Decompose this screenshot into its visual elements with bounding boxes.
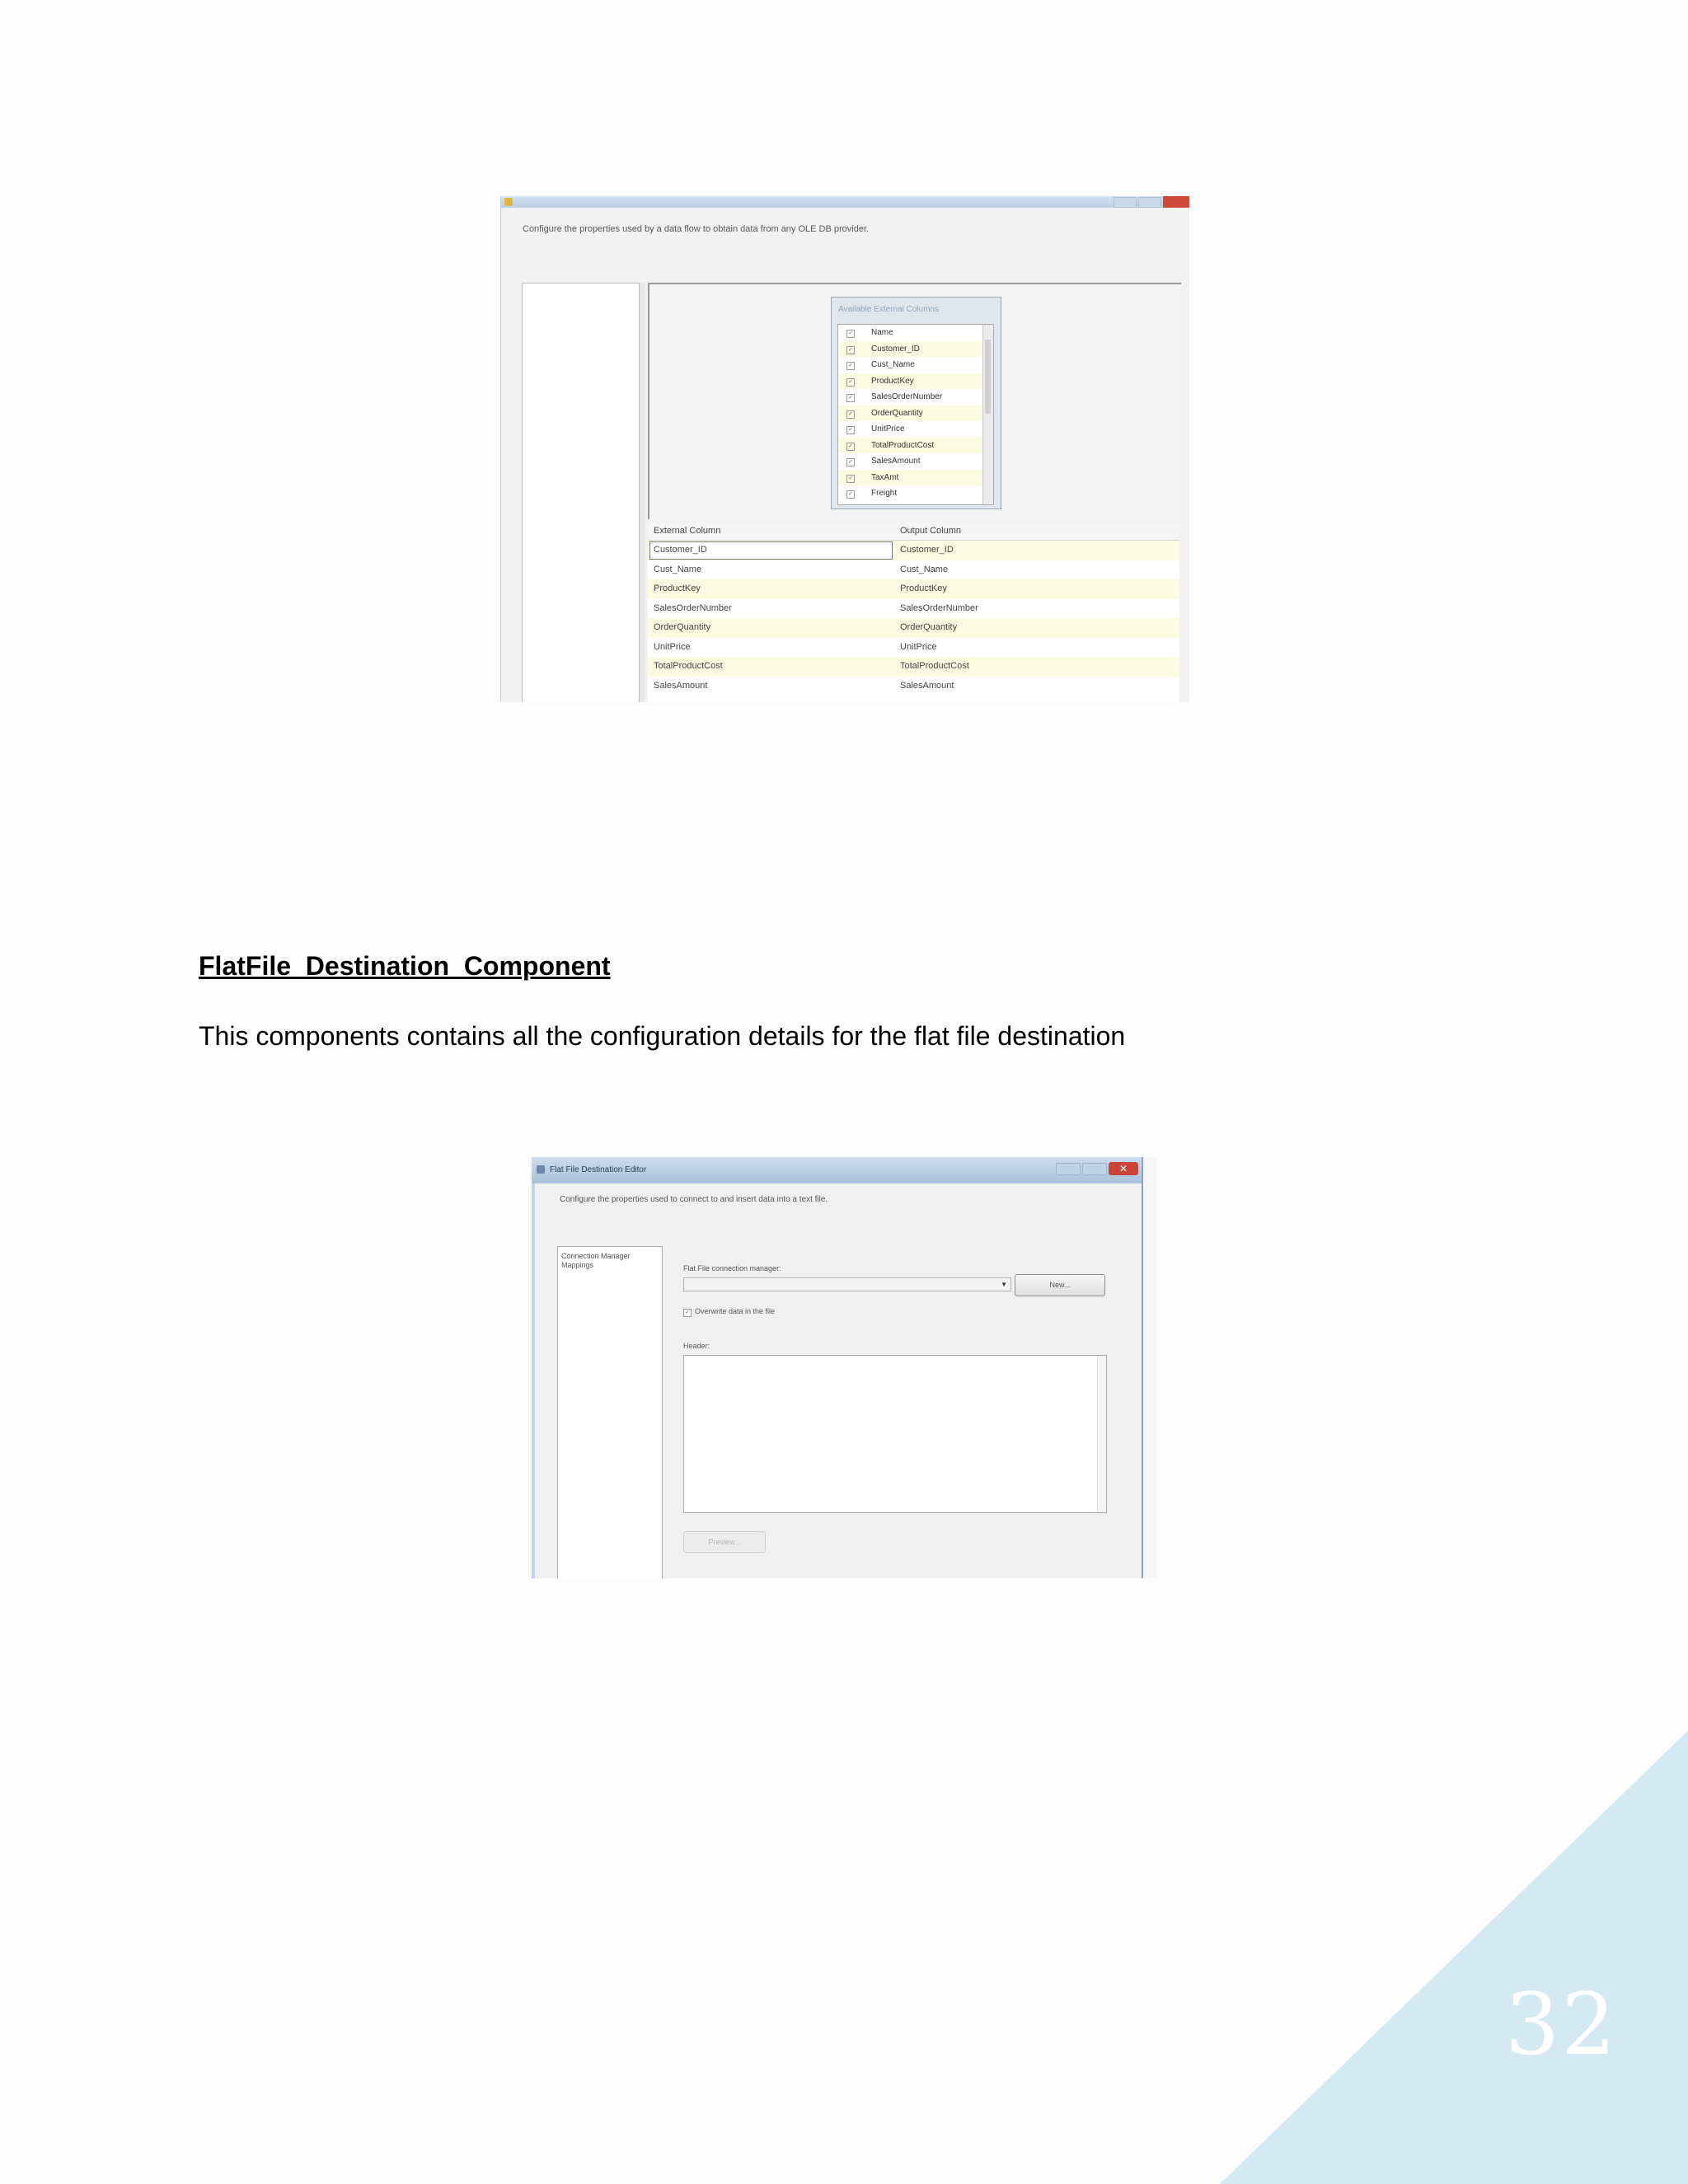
table-row[interactable]: SalesOrderNumber SalesOrderNumber	[654, 602, 978, 613]
navigation-pane[interactable]	[522, 283, 643, 702]
checkbox-icon[interactable]: ✓	[846, 378, 855, 387]
checkbox-icon[interactable]: ✓	[846, 394, 855, 402]
list-item[interactable]: ✓ SalesOrderNumber	[838, 389, 993, 405]
table-body	[648, 541, 1179, 696]
overwrite-checkbox[interactable]: ✓	[683, 1309, 692, 1317]
column-header-output: Output Column	[900, 526, 961, 536]
table-row[interactable]: UnitPrice UnitPrice	[654, 641, 937, 652]
maximize-button[interactable]	[1082, 1163, 1107, 1175]
preview-button[interactable]: Preview...	[683, 1531, 766, 1553]
ole-db-source-editor-screenshot	[500, 196, 1189, 702]
dropdown-arrow-icon[interactable]: ▼	[1001, 1281, 1007, 1288]
window-left-border	[532, 1183, 535, 1578]
navigation-pane	[557, 1246, 663, 1578]
nav-item-mappings[interactable]: Mappings	[561, 1261, 594, 1269]
list-item[interactable]: ✓ Cust_Name	[838, 357, 993, 373]
checkbox-icon[interactable]: ✓	[846, 362, 855, 370]
table-header	[648, 523, 1179, 541]
table-row[interactable]: Customer_ID Customer_ID	[648, 541, 1179, 560]
title-bar	[501, 196, 1189, 208]
available-external-columns	[831, 297, 1001, 509]
table-row[interactable]: SalesAmount SalesAmount	[654, 680, 954, 691]
close-icon[interactable]: ✕	[1109, 1162, 1138, 1175]
connection-manager-label: Flat File connection manager:	[683, 1264, 781, 1272]
list-item[interactable]: ✓ UnitPrice	[838, 421, 993, 438]
checkbox-icon[interactable]: ✓	[846, 346, 855, 354]
maximize-button[interactable]	[1138, 197, 1161, 208]
checkbox-icon[interactable]: ✓	[846, 490, 855, 499]
checkbox-icon[interactable]: ✓	[846, 458, 855, 466]
nav-item-connection-manager[interactable]: Connection Manager	[561, 1252, 631, 1260]
new-button[interactable]: New...	[1015, 1274, 1105, 1296]
list-item[interactable]: ✓ Name	[838, 325, 993, 341]
scrollbar[interactable]	[1097, 1356, 1106, 1512]
section-heading: FlatFile Destination Component	[199, 951, 611, 981]
list-item[interactable]: ✓ TaxAmt	[838, 470, 993, 486]
corner-decoration	[1220, 1731, 1688, 2184]
checkbox-icon[interactable]: ✓	[846, 475, 855, 483]
overwrite-label: Overwrite data in the file	[695, 1307, 776, 1315]
header-label: Header:	[683, 1342, 710, 1350]
page-number: 32	[1505, 1974, 1618, 2074]
checkbox-icon[interactable]: ✓	[846, 426, 855, 434]
list-item[interactable]: ✓ Freight	[838, 485, 993, 502]
corner-triangle	[1220, 1731, 1688, 2184]
header-textarea[interactable]	[683, 1355, 1107, 1513]
checkbox-icon[interactable]: ✓	[846, 443, 855, 451]
app-icon	[537, 1165, 545, 1174]
editor-description: Configure the properties used to connect to and insert data into a text file.	[560, 1195, 828, 1204]
available-columns-header: Available External Columns	[838, 305, 940, 314]
app-icon	[504, 198, 513, 206]
list-item[interactable]: ✓ OrderQuantity	[838, 405, 993, 422]
pane-splitter[interactable]	[639, 283, 645, 702]
window-right-border	[1142, 1157, 1156, 1578]
window-title: Flat File Destination Editor	[550, 1165, 647, 1174]
scrollbar-thumb[interactable]	[985, 340, 991, 414]
checkbox-icon[interactable]: ✓	[846, 410, 855, 419]
scrollbar[interactable]	[982, 325, 993, 504]
available-columns-list[interactable]	[837, 324, 994, 505]
connection-manager-select[interactable]	[683, 1277, 1011, 1291]
table-row[interactable]: TotalProductCost TotalProductCost	[648, 657, 1179, 677]
section-body: This components contains all the configuration details for the flat file destination	[199, 1021, 1126, 1051]
table-row[interactable]: ProductKey ProductKey	[648, 579, 1179, 599]
list-item[interactable]: ✓ SalesAmount	[838, 453, 993, 470]
list-item[interactable]: ✓ Customer_ID	[838, 341, 993, 358]
checkbox-icon[interactable]: ✓	[846, 330, 855, 338]
minimize-button[interactable]	[1056, 1163, 1081, 1175]
table-row[interactable]: Cust_Name Cust_Name	[654, 564, 949, 574]
title-bar	[532, 1157, 1142, 1183]
table-row[interactable]: OrderQuantity OrderQuantity	[648, 618, 1179, 638]
editor-description: Configure the properties used by a data flow to obtain data from any OLE DB provider.	[523, 224, 870, 234]
list-item[interactable]: ✓ ProductKey	[838, 373, 993, 390]
list-item[interactable]: ✓ TotalProductCost	[838, 438, 993, 454]
minimize-button[interactable]	[1114, 197, 1137, 208]
close-button[interactable]	[1163, 196, 1189, 208]
column-mapping-table	[648, 523, 1179, 702]
flat-file-destination-editor-screenshot	[532, 1157, 1156, 1578]
column-header-external: External Column	[654, 526, 721, 536]
